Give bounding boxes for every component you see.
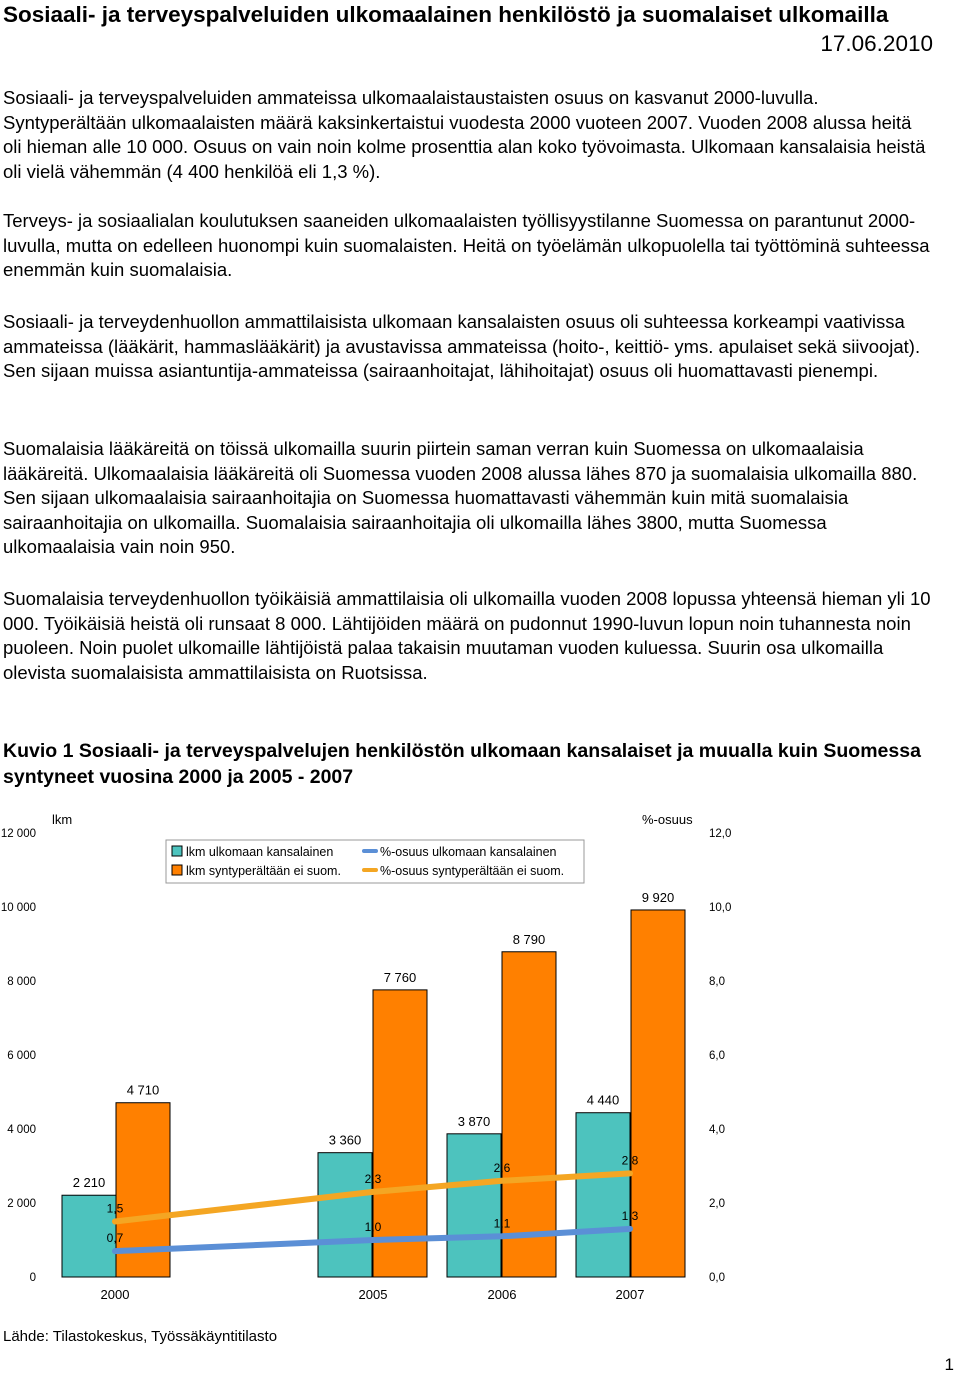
line-label-foreign-born: 2,6 (493, 1160, 511, 1175)
line-label-foreign-citizens: 1,0 (364, 1220, 382, 1234)
legend-label: lkm syntyperältään ei suom. (186, 864, 341, 878)
right-tick-label: 0,0 (709, 1272, 725, 1284)
line-label-foreign-born: 2,3 (364, 1171, 382, 1186)
legend-label: %-osuus syntyperältään ei suom. (380, 864, 565, 878)
bar-foreign-citizens (576, 1113, 630, 1277)
legend-swatch (172, 865, 182, 875)
figure-source: Lähde: Tilastokeskus, Työssäkäyntitilasto (3, 1328, 278, 1345)
bar-foreign-born (631, 910, 685, 1277)
left-tick-label: 6 000 (7, 1050, 36, 1062)
bar-label-foreign-born: 4 710 (126, 1082, 160, 1098)
bar-label-foreign-citizens: 2 210 (72, 1175, 106, 1191)
bar-label-foreign-citizens: 3 870 (457, 1113, 491, 1129)
line-label-foreign-citizens: 1,3 (621, 1208, 639, 1223)
line-label-foreign-citizens: 1,1 (493, 1216, 511, 1231)
right-tick-label: 6,0 (709, 1050, 725, 1062)
x-category-label: 2005 (358, 1287, 388, 1302)
right-tick-label: 8,0 (709, 976, 725, 988)
legend-swatch (172, 846, 182, 856)
figure-caption: Kuvio 1 Sosiaali- ja terveyspalvelujen henkilöstön ulkomaan kansalaiset ja muualla kuin Suomessa syntyneet vuosina 2000 ja 2005 - 2007 (3, 740, 921, 788)
legend-label: %-osuus ulkomaan kansalainen (380, 845, 557, 859)
left-tick-label: 10 000 (0, 902, 36, 914)
x-category-label: 2007 (615, 1287, 645, 1302)
bar-label-foreign-born: 8 790 (512, 931, 546, 947)
paragraph-3: Sosiaali- ja terveydenhuollon ammattilaisista ulkomaan kansalaisten osuus oli suhteessa korkeampi vaativissa ammateissa (lääkärit, hammaslääkärit) ja avustavissa ammateissa (hoito-, keittiö- yms. apulaiset sekä siivoojat). Sen sijaan muissa asiantuntija-ammateissa (sairaanhoitajat, lähihoitajat) osuus oli huomattavasti pienempi. (3, 311, 921, 382)
left-tick-label: 4 000 (7, 1124, 36, 1136)
title-text: Sosiaali- ja terveyspalveluiden ulkomaalainen henkilöstö ja suomalaiset ulkomailla (3, 2, 889, 27)
bar-label-foreign-born: 9 920 (641, 889, 675, 905)
right-tick-label: 10,0 (709, 902, 732, 914)
paragraph-4: Suomalaisia lääkäreitä on töissä ulkomailla suurin piirtein saman verran kuin Suomessa on ulkomaalaisia lääkäreitä. Ulkomaalaisia lääkäreitä oli Suomessa vuoden 2008 alussa lähes 870 ja suomalaisia ulkomailla 880. Sen sijaan ulkomaalaisia sairaanhoitajia on Suomessa huomattavasti vähemmän kuin mitä suomalaisia sairaanhoitajia on ulkomailla. Suomalaisia sairaanhoitajia oli ulkomailla lähes 3800, mutta Suomessa ulkomaalaisia vain noin 950. (3, 438, 918, 558)
document-date: 17.06.2010 (820, 31, 933, 56)
legend-label: lkm ulkomaan kansalainen (186, 845, 334, 859)
x-category-label: 2006 (487, 1287, 517, 1302)
left-tick-label: 2 000 (7, 1198, 36, 1210)
line-label-foreign-citizens: 0,7 (106, 1231, 124, 1246)
bar-label-foreign-citizens: 3 360 (328, 1132, 362, 1148)
left-tick-label: 0 (29, 1272, 36, 1284)
left-tick-label: 8 000 (7, 976, 36, 988)
paragraph-2: Terveys- ja sosiaalialan koulutuksen saaneiden ulkomaalaisten työllisyystilanne Suomessa on parantunut 2000-luvulla, mutta on edelleen huonompi kuin suomalaisten. Heitä on työelämän ulkopuolella tai työttöminä suhteessa enemmän kuin suomalaisia. (3, 210, 930, 281)
right-tick-label: 4,0 (709, 1124, 725, 1136)
line-label-foreign-born: 1,5 (106, 1201, 124, 1216)
page-number: 1 (944, 1355, 954, 1374)
line-label-foreign-born: 2,8 (621, 1153, 639, 1168)
right-tick-label: 2,0 (709, 1198, 725, 1210)
document-title (3, 0, 933, 56)
bar-label-foreign-born: 7 760 (383, 969, 417, 985)
paragraph-5: Suomalaisia terveydenhuollon työikäisiä ammattilaisia oli ulkomailla vuoden 2008 lopussa yhteensä hieman yli 10 000. Työikäisiä heistä oli runsaat 8 000. Lähtijöiden määrä on pudonnut 1990-luvun lopun noin tuhannesta noin puoleen. Noin puolet ulkomaille lähtijöistä palaa takaisin muutaman vuoden kuluessa. Suurin osa ulkomailla olevista suomalaisista ammattilaisista on Ruotsissa. (3, 588, 931, 683)
left-tick-label: 12 000 (0, 828, 36, 840)
bar-foreign-citizens (447, 1134, 501, 1277)
bar-line-chart (0, 800, 960, 1310)
right-tick-label: 12,0 (709, 828, 732, 840)
x-category-label: 2000 (100, 1287, 130, 1302)
bar-label-foreign-citizens: 4 440 (586, 1092, 620, 1108)
right-axis-title: %-osuus (642, 812, 693, 827)
left-axis-title: lkm (52, 812, 73, 827)
paragraph-1: Sosiaali- ja terveyspalveluiden ammateissa ulkomaalaistaustaisten osuus on kasvanut 2000-luvulla. Syntyperältään ulkomaalaisten määrä kaksinkertaistui vuodesta 2000 vuoteen 2007. Vuoden 2008 alussa heitä oli hieman alle 10 000. Osuus on vain noin kolme prosenttia alan koko työvoimasta. Ulkomaan kansalaisia heistä oli vielä vähemmän (4 400 henkilöä eli 1,3 %). (3, 87, 926, 182)
